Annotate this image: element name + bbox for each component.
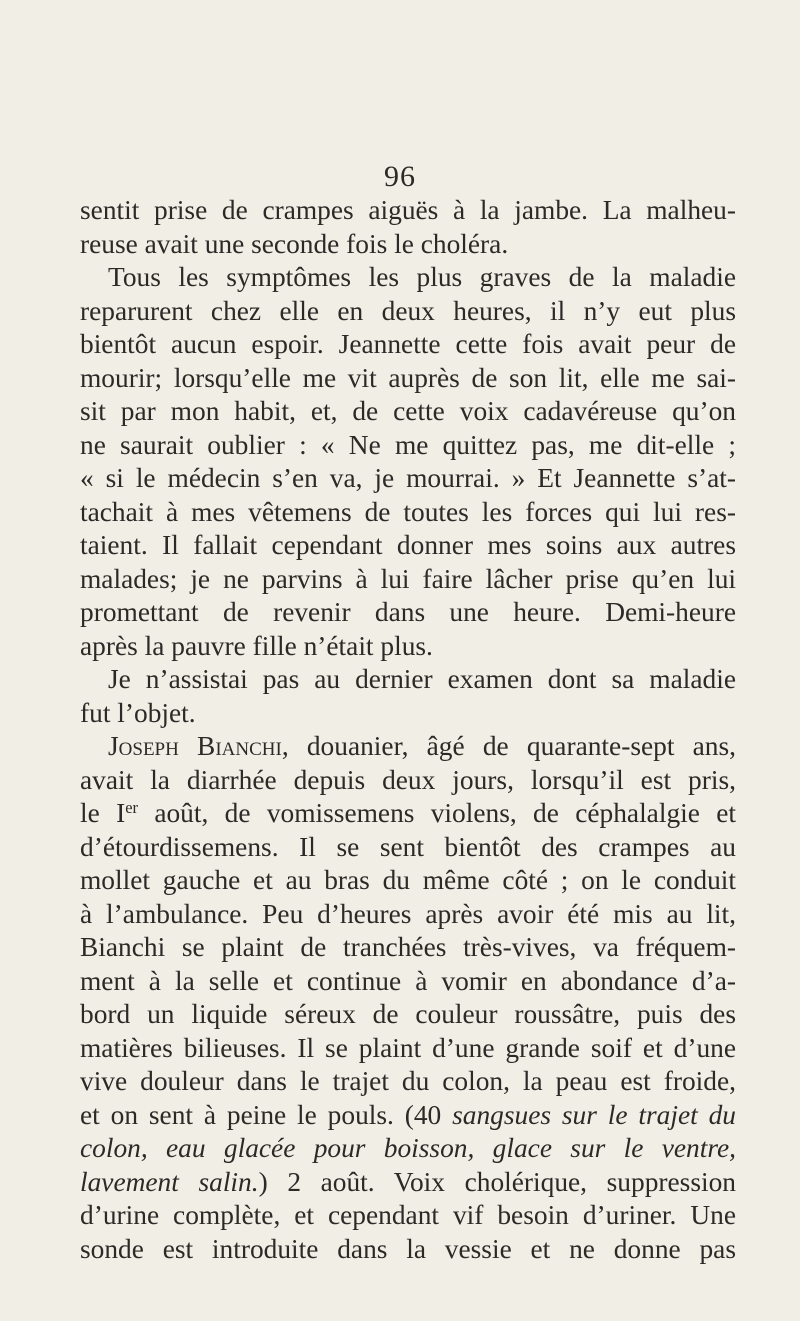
body-text — [80, 194, 736, 1266]
text-line: mourir; lorsqu’elle me vit auprès de son lit, elle me sai- — [80, 362, 736, 393]
paragraph-start-line: Tous les symptômes les plus graves de la maladie — [108, 262, 736, 292]
text-line: sit par mon habit, et, de cette voix cadavéreuse qu’on — [80, 396, 736, 426]
text-line: taient. Il fallait cependant donner mes soins aux autres — [80, 530, 736, 560]
text-line: d’urine complète, et cependant vif besoin d’uriner. Une — [80, 1200, 736, 1230]
text-line: tachait à mes vêtemens de toutes les forces qui lui res- — [80, 496, 736, 527]
text-line: « si le médecin s’en va, je mourrai. » Et Jeannette s’at- — [80, 463, 736, 493]
text-line: sentit prise de crampes aiguës à la jambe. La malheu- — [80, 195, 736, 225]
page-number: 96 — [384, 160, 416, 193]
text-line: bientôt aucun espoir. Jeannette cette fois avait peur de — [80, 329, 736, 359]
text-line: reparurent chez elle en deux heures, il n’y eut plus — [80, 295, 736, 326]
patient-name: Joseph Bianchi — [108, 731, 282, 761]
text-line: lavement salin.) 2 août. Voix cholérique, suppression — [80, 1166, 736, 1197]
text-line: ment à la selle et continue à vomir en abondance d’a- — [80, 965, 736, 996]
italic-text: lavement salin. — [80, 1166, 259, 1197]
text-line: le Ier août, de vomissemens violens, de céphalalgie et — [80, 797, 736, 828]
text-line: malades; je ne parvins à lui faire lâcher prise qu’en lui — [80, 563, 736, 594]
text-line: d’étourdissemens. Il se sent bientôt des crampes au — [80, 831, 736, 862]
text-line: et on sent à peine le pouls. (40 sangsues sur le trajet du — [80, 1099, 736, 1130]
text-line — [80, 1132, 736, 1166]
text-line: bord un liquide séreux de couleur roussâtre, puis des — [80, 999, 736, 1029]
text-line: avait la diarrhée depuis deux jours, lorsqu’il est pris, — [80, 764, 736, 795]
text-line: mollet gauche et au bras du même côté ; on le conduit — [80, 865, 736, 895]
text-line: matières bilieuses. Il se plaint d’une grande soif et d’une — [80, 1032, 736, 1063]
text-line: ne saurait oublier : « Ne me quittez pas, me dit-elle ; — [80, 429, 736, 460]
text-line: Bianchi se plaint de tranchées très-vives, va fréquem- — [80, 932, 736, 962]
text-line: promettant de revenir dans une heure. Demi-heure — [80, 597, 736, 627]
italic-text: colon, eau glacée pour boisson, glace sur le ventre, — [80, 1133, 736, 1163]
ordinal-superscript: er — [125, 797, 138, 817]
paragraph-start-line: Joseph Bianchi, douanier, âgé de quarante-sept ans, — [108, 731, 737, 761]
text-line: sonde est introduite dans la vessie et ne donne pas — [80, 1233, 736, 1264]
text-line: reuse avait une seconde fois le choléra. — [80, 228, 509, 259]
text-line: fut l’objet. — [80, 697, 196, 728]
italic-text: sangsues sur le trajet du — [452, 1099, 736, 1130]
paragraph-start-line: Je n’assistai pas au dernier examen dont sa maladie — [108, 664, 736, 694]
text-line: à l’ambulance. Peu d’heures après avoir été mis au lit, — [80, 898, 736, 929]
text-line: après la pauvre fille n’était plus. — [80, 630, 433, 661]
text-line: vive douleur dans le trajet du colon, la peau est froide, — [80, 1066, 736, 1096]
